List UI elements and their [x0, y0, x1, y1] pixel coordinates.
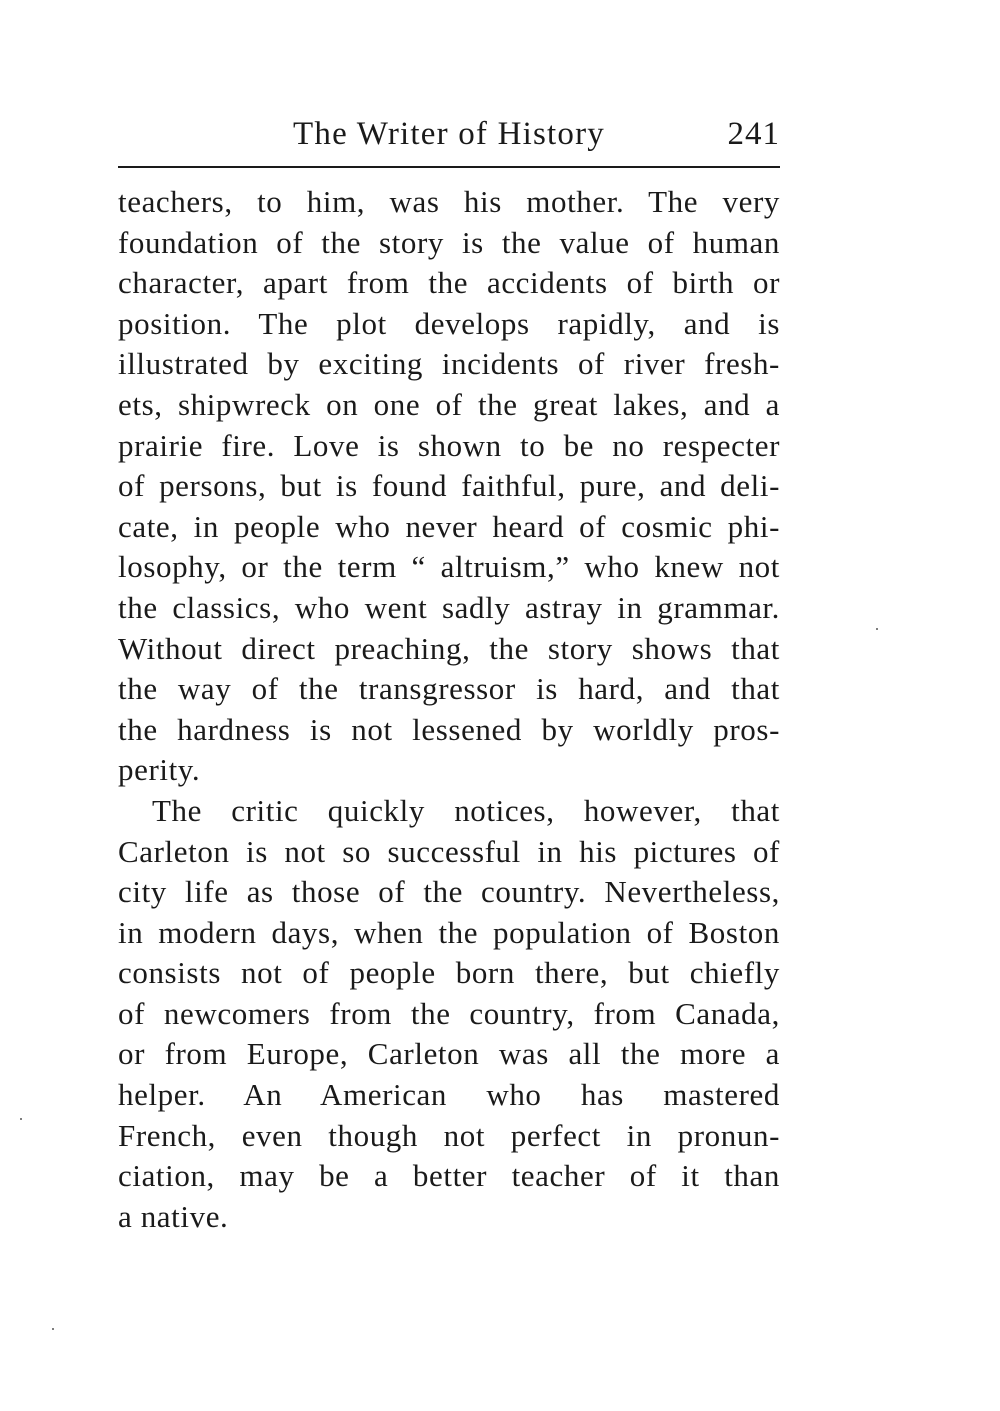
paragraph — [118, 182, 780, 791]
text-line: ets, shipwreck on one of the great lakes, and a — [118, 386, 780, 422]
text-line: of persons, but is found faithful, pure, and deli- — [118, 468, 780, 504]
paragraph — [118, 791, 780, 1238]
text-line: foundation of the story is the value of human — [118, 224, 780, 260]
text-line: of newcomers from the country, from Canada, — [118, 995, 780, 1031]
text-line: illustrated by exciting incidents of river fresh- — [118, 346, 780, 382]
header-rule — [118, 166, 780, 168]
text-line: Carleton is not so successful in his pictures of — [118, 833, 780, 869]
text-line: French, even though not perfect in pronun- — [118, 1117, 780, 1153]
page-number: 241 — [727, 116, 780, 152]
text-line: city life as those of the country. Nevertheless, — [118, 874, 780, 910]
text-line: cate, in people who never heard of cosmic phi- — [118, 508, 780, 544]
scan-speck — [52, 1328, 54, 1330]
text-line: helper. An American who has mastered — [118, 1077, 780, 1113]
text-line: character, apart from the accidents of birth or — [118, 265, 780, 301]
text-line: the classics, who went sadly astray in grammar. — [118, 589, 780, 625]
text-line: ciation, may be a better teacher of it than — [118, 1158, 780, 1194]
text-line: prairie fire. Love is shown to be no respecter — [118, 427, 780, 463]
text-line: a native. — [118, 1198, 229, 1234]
running-title: The Writer of History — [293, 116, 605, 152]
text-line: losophy, or the term “ altruism,” who knew not — [118, 549, 780, 585]
text-line: position. The plot develops rapidly, and is — [118, 305, 780, 341]
running-head — [118, 112, 780, 158]
text-line: The critic quickly notices, however, that — [152, 792, 780, 828]
text-line: the hardness is not lessened by worldly pros- — [118, 711, 780, 747]
text-line: perity. — [118, 752, 201, 788]
text-line: or from Europe, Carleton was all the more a — [118, 1036, 780, 1072]
text-line: consists not of people born there, but chiefly — [118, 955, 780, 991]
body-text — [118, 182, 780, 1237]
text-line: the way of the transgressor is hard, and that — [118, 671, 780, 707]
text-line: teachers, to him, was his mother. The very — [118, 184, 780, 219]
text-line: in modern days, when the population of Boston — [118, 914, 780, 950]
scan-speck — [876, 628, 878, 630]
scan-speck — [20, 1118, 22, 1120]
text-line: Without direct preaching, the story shows that — [118, 630, 780, 666]
